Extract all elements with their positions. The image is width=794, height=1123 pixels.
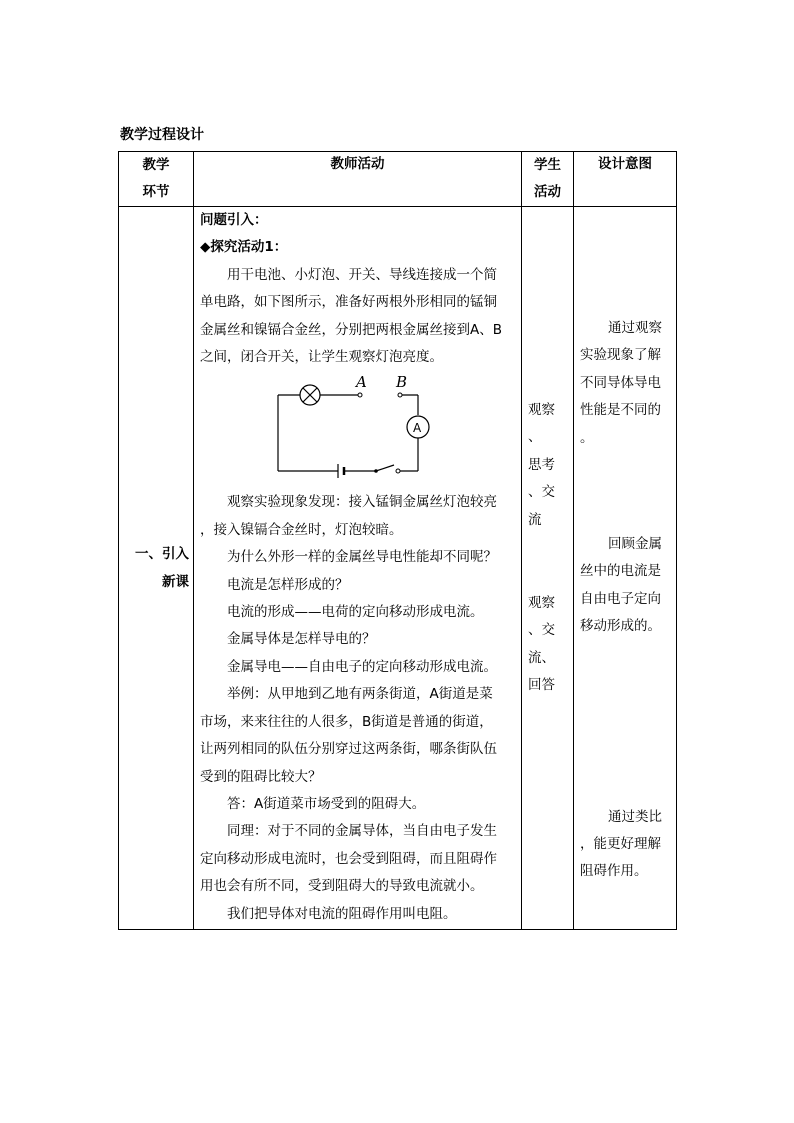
student-line: 流 <box>528 511 542 528</box>
intent-line: 通过类比 <box>608 808 662 825</box>
teacher-line: 金属导电——自由电子的定向移动形成电流。 <box>227 658 497 675</box>
table-row <box>119 207 677 930</box>
teacher-line: 之间，闭合开关，让学生观察灯泡亮度。 <box>200 349 443 366</box>
teacher-line: 单电路，如下图所示，准备好两根外形相同的锰铜 <box>200 294 497 311</box>
header-student-line1: 学生 <box>534 157 561 173</box>
student-line: 、交 <box>528 484 555 501</box>
teacher-line: 受到的阻碍比较大？ <box>200 768 322 785</box>
intent-line: 性能是不同的 <box>580 402 661 419</box>
teacher-line: 让两列相同的队伍分别穿过这两条街，哪条街队伍 <box>200 741 497 758</box>
stage-label-line1: 一、引入 <box>135 546 189 562</box>
header-stage-line1: 教学 <box>142 157 170 173</box>
circuit-label-a: A <box>356 375 367 392</box>
teacher-line: 用干电池、小灯泡、开关、导线连接成一个简 <box>227 266 497 283</box>
intent-line: 。 <box>580 429 594 446</box>
teacher-line: ◆探究活动1： <box>200 239 288 256</box>
teacher-line: 同理：对于不同的金属导体，当自由电子发生 <box>227 823 497 840</box>
header-student <box>522 152 574 207</box>
page-title: 教学过程设计 <box>120 127 204 143</box>
lesson-plan-table <box>118 151 677 930</box>
student-line: 观察 <box>528 402 555 418</box>
intent-line: 自由电子定向 <box>580 590 661 607</box>
switch-icon <box>376 465 394 471</box>
circuit-label-b: B <box>396 375 408 392</box>
student-line: 、交 <box>528 622 555 639</box>
teacher-activity-cell <box>194 207 522 930</box>
intent-line: 移动形成的。 <box>580 618 661 635</box>
circuit-diagram <box>270 375 430 483</box>
teacher-line: 答：A街道菜市场受到的阻碍大。 <box>227 795 426 812</box>
header-teacher: 教师活动 <box>194 152 522 207</box>
intent-line: 通过观察 <box>608 320 662 336</box>
intent-line: ，能更好理解 <box>580 836 661 853</box>
student-line: 观察 <box>528 595 555 612</box>
teacher-line: 用也会有所不同，受到阻碍大的导致电流就小。 <box>200 878 484 895</box>
teacher-line: 电流的形成——电荷的定向移动形成电流。 <box>227 604 484 621</box>
teacher-line: ，接入镍镉合金丝时，灯泡较暗。 <box>200 521 403 538</box>
teacher-line: 观察实验现象发现：接入锰铜金属丝灯泡较亮 <box>227 494 497 511</box>
student-line: 回答 <box>528 677 555 694</box>
design-intent-cell <box>574 207 677 930</box>
header-stage-line2: 环节 <box>142 184 170 200</box>
teacher-line: 市场，来来往往的人很多，B街道是普通的街道， <box>200 713 493 730</box>
intent-line: 回顾金属 <box>608 536 662 553</box>
teacher-line: 为什么外形一样的金属丝导电性能却不同呢？ <box>227 549 497 566</box>
header-intent: 设计意图 <box>574 152 677 207</box>
stage-label <box>125 540 189 596</box>
student-line: 流、 <box>528 649 555 666</box>
student-line: 、 <box>528 429 542 446</box>
intent-line: 实验现象了解 <box>580 347 661 364</box>
teacher-line: 电流是怎样形成的？ <box>227 576 349 593</box>
teacher-line: 举例：从甲地到乙地有两条街道，A街道是菜 <box>227 686 493 703</box>
teacher-line: 问题引入： <box>200 212 268 228</box>
ammeter-label: A <box>413 421 422 436</box>
teacher-line: 金属丝和镍镉合金丝，分别把两根金属丝接到A、B <box>200 321 502 338</box>
header-stage <box>119 152 194 207</box>
teacher-line: 定向移动形成电流时，也会受到阻碍，而且阻碍作 <box>200 850 497 867</box>
intent-line: 不同导体导电 <box>580 374 661 391</box>
intent-line: 阻碍作用。 <box>580 863 648 880</box>
stage-cell <box>119 207 194 930</box>
teacher-line: 金属导体是怎样导电的？ <box>227 631 376 648</box>
student-line: 思考 <box>528 456 555 473</box>
intent-line: 丝中的电流是 <box>580 563 661 580</box>
stage-label-line2: 新课 <box>162 574 189 590</box>
terminal-b <box>398 393 402 397</box>
teacher-line: 我们把导体对电流的阻碍作用叫电阻。 <box>227 905 457 922</box>
table-header-row <box>119 152 677 207</box>
terminal-a <box>358 393 362 397</box>
header-student-line2: 活动 <box>534 184 561 200</box>
student-activity-cell <box>522 207 574 930</box>
